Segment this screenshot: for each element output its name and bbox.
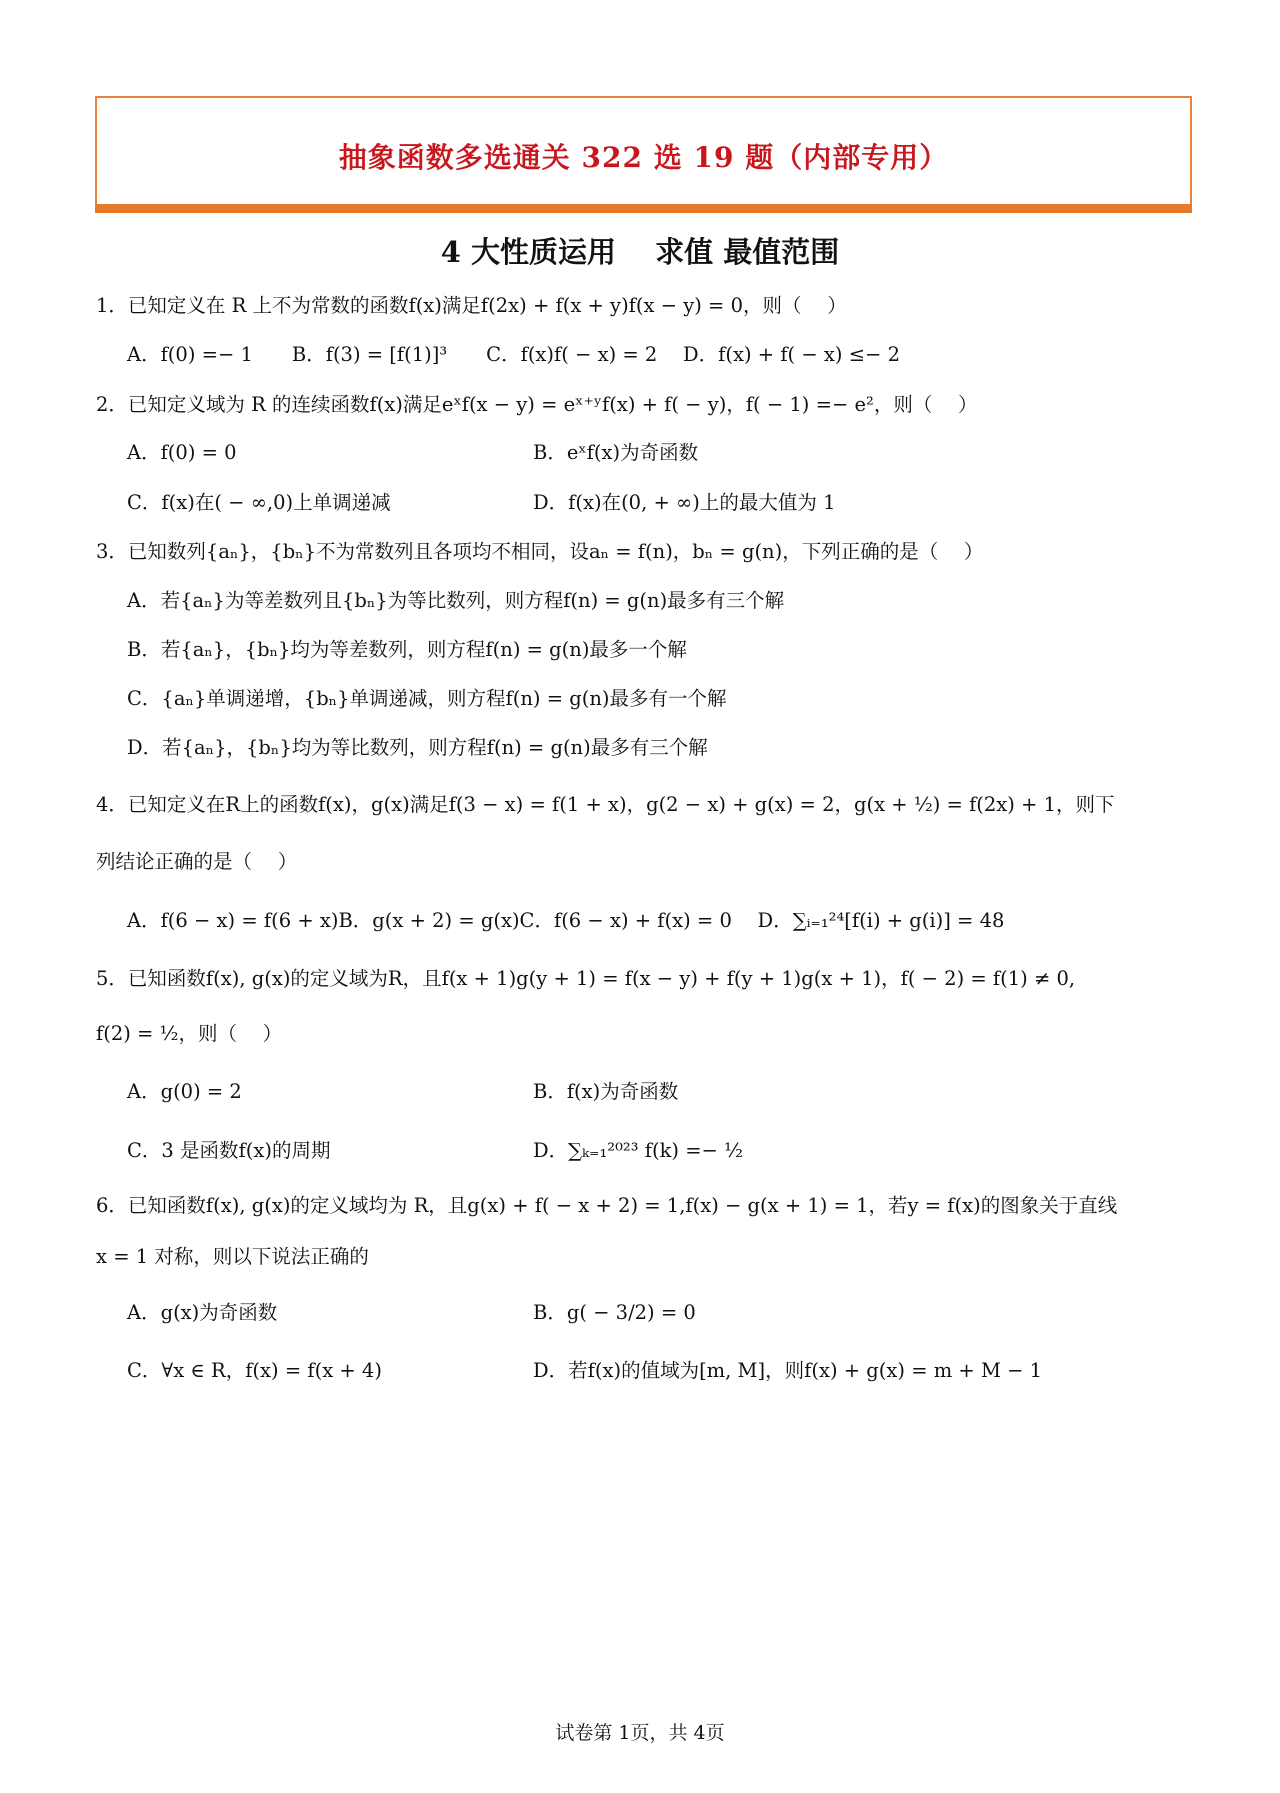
document-title: 抽象函数多选通关 322 选 19 题（内部专用）	[338, 141, 949, 174]
question-6-option-d: D．若f(x)的值域为[m, M]，则f(x) + g(x) = m + M − 1	[533, 1359, 1043, 1382]
question-6-option-c: C．∀x ∈ R，f(x) = f(x + 4)	[127, 1359, 382, 1382]
question-2-option-d: D．f(x)在(0, + ∞)上的最大值为 1	[533, 491, 836, 514]
section-title: 4 大性质运用 求值 最值范围	[440, 235, 840, 269]
question-3-option-b: B．若{aₙ}，{bₙ}均为等差数列，则方程f(n) = g(n)最多一个解	[127, 638, 687, 661]
question-5-option-a: A．g(0) = 2	[127, 1080, 242, 1103]
title-underline-bar	[95, 204, 1192, 213]
question-6-stem-cont: x = 1 对称，则以下说法正确的	[96, 1245, 369, 1268]
question-6-option-a: A．g(x)为奇函数	[127, 1301, 278, 1324]
question-2-option-a: A．f(0) = 0	[127, 441, 237, 464]
question-2-stem: 2．已知定义域为 R 的连续函数f(x)满足eˣf(x − y) = eˣ⁺ʸf(x) + f( − y)，f( − 1) =− e²，则（ ）	[96, 393, 978, 416]
question-5-option-d: D．∑ₖ₌₁²⁰²³ f(k) =− ½	[533, 1139, 743, 1162]
page-footer: 试卷第 1页，共 4页	[555, 1722, 725, 1744]
question-2-option-c: C．f(x)在( − ∞,0)上单调递减	[127, 491, 391, 514]
question-6-stem: 6．已知函数f(x), g(x)的定义域均为 R，且g(x) + f( − x + 2) = 1,f(x) − g(x + 1) = 1，若y = f(x)的图象关于直线	[96, 1194, 1118, 1217]
title-box	[95, 96, 1192, 204]
question-5-stem-cont: f(2) = ½，则（ ）	[96, 1022, 283, 1045]
question-3-option-c: C．{aₙ}单调递增，{bₙ}单调递减，则方程f(n) = g(n)最多有一个解	[127, 687, 727, 710]
question-4-stem-cont: 列结论正确的是（ ）	[96, 850, 298, 873]
question-3-option-d: D．若{aₙ}，{bₙ}均为等比数列，则方程f(n) = g(n)最多有三个解	[127, 736, 708, 759]
question-5-stem: 5．已知函数f(x), g(x)的定义域为R，且f(x + 1)g(y + 1) = f(x − y) + f(y + 1)g(x + 1)，f( − 2) = f(1) ≠ 0,	[96, 967, 1076, 990]
question-1-options: A．f(0) =− 1 B．f(3) = [f(1)]³ C．f(x)f( − x) = 2 D．f(x) + f( − x) ≤− 2	[127, 343, 900, 366]
question-1-stem: 1．已知定义在 R 上不为常数的函数f(x)满足f(2x) + f(x + y)f(x − y) = 0，则（ ）	[96, 294, 847, 317]
question-3-option-a: A．若{aₙ}为等差数列且{bₙ}为等比数列，则方程f(n) = g(n)最多有三个解	[127, 589, 785, 612]
question-3-stem: 3．已知数列{aₙ}，{bₙ}不为常数列且各项均不相同，设aₙ = f(n)，bₙ = g(n)，下列正确的是（ ）	[96, 540, 984, 563]
question-6-option-b: B．g( − 3/2) = 0	[533, 1301, 696, 1324]
blurred-region	[392, 1246, 492, 1270]
question-4-options: A．f(6 − x) = f(6 + x)B．g(x + 2) = g(x)C．f(6 − x) + f(x) = 0 D．∑ᵢ₌₁²⁴[f(i) + g(i)] = 48	[127, 909, 1005, 932]
question-2-option-b: B．eˣf(x)为奇函数	[533, 441, 699, 464]
question-5-option-c: C．3 是函数f(x)的周期	[127, 1139, 331, 1162]
question-4-stem: 4．已知定义在R上的函数f(x)，g(x)满足f(3 − x) = f(1 + x)，g(2 − x) + g(x) = 2，g(x + ½) = f(2x) + 1，则下	[96, 793, 1115, 816]
question-5-option-b: B．f(x)为奇函数	[533, 1080, 679, 1103]
